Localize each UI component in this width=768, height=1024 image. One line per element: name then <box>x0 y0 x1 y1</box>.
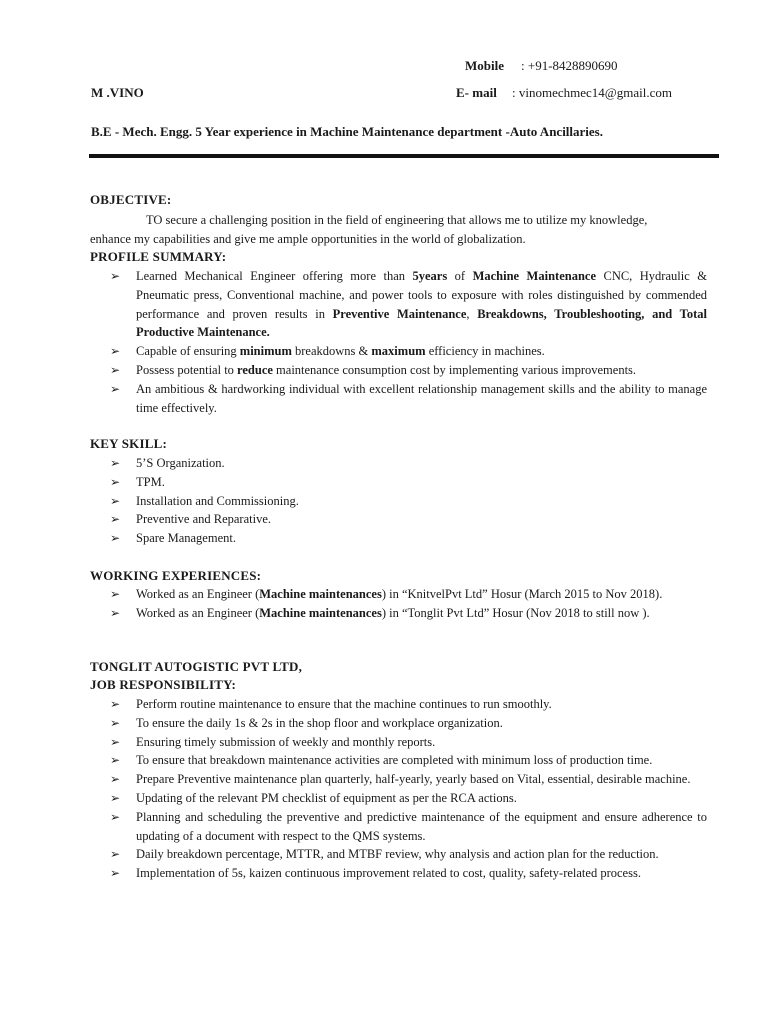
arrow-bullet-icon: ➢ <box>110 512 121 527</box>
arrow-bullet-icon: ➢ <box>110 493 121 508</box>
email-value: : vinomechmec14@gmail.com <box>512 85 672 100</box>
arrow-bullet-icon: ➢ <box>110 362 121 377</box>
text-run: Daily breakdown percentage, MTTR, and MTBF review, why analysis and action plan for the reduction. <box>136 847 659 862</box>
list-item <box>90 733 707 752</box>
list-item <box>90 845 707 864</box>
candidate-name: M .VINO <box>91 85 144 100</box>
bold-run: minimum <box>239 344 292 359</box>
arrow-bullet-icon: ➢ <box>110 715 121 730</box>
text-run: Spare Management. <box>136 531 236 546</box>
job-responsibility-list <box>90 695 707 883</box>
profile-summary-heading: PROFILE SUMMARY: <box>90 249 227 264</box>
text-run: CNC, Hydraulic & Pneumatic press, Conventional machine, and power tools to exposure with roles distinguished by commended performance and proven results in <box>136 269 707 321</box>
bold-run: reduce <box>237 362 273 377</box>
arrow-bullet-icon: ➢ <box>110 344 121 359</box>
objective-line-1: TO secure a challenging position in the field of engineering that allows me to utilize my knowledge, <box>146 213 648 227</box>
list-item <box>90 529 707 548</box>
list-item <box>90 714 707 733</box>
text-run: Worked as an Engineer ( <box>136 587 260 601</box>
arrow-bullet-icon: ➢ <box>110 456 121 470</box>
bold-run: Machine Maintenance <box>472 269 596 283</box>
arrow-bullet-icon: ➢ <box>110 809 121 824</box>
text-run: TPM. <box>136 474 165 489</box>
arrow-bullet-icon: ➢ <box>110 587 121 601</box>
mobile-value: : +91-8428890690 <box>521 58 618 73</box>
list-item <box>90 361 707 380</box>
text-run: 5’S Organization. <box>136 456 225 470</box>
arrow-bullet-icon: ➢ <box>110 753 121 768</box>
list-item <box>90 585 707 604</box>
objective-line-2: enhance my capabilities and give me ample opportunities in the world of globalization. <box>90 231 526 246</box>
text-run: An ambitious & hardworking individual with excellent relationship management skills and the ability to manage time effectively. <box>136 381 707 415</box>
working-experiences-list <box>90 585 707 623</box>
arrow-bullet-icon: ➢ <box>110 866 121 881</box>
objective-text <box>90 211 707 249</box>
text-run: Updating of the relevant PM checklist of equipment as per the RCA actions. <box>136 790 517 805</box>
bold-run: Machine maintenances <box>259 587 382 601</box>
text-run: Prepare Preventive maintenance plan quarterly, half-yearly, yearly based on Vital, essential, desirable machine. <box>136 772 691 787</box>
list-item <box>90 492 707 511</box>
list-item <box>90 695 707 714</box>
list-item <box>90 864 707 883</box>
text-run: breakdowns & <box>291 344 372 359</box>
bold-run: 5years <box>412 269 448 283</box>
text-run: Capable of ensuring <box>136 344 240 359</box>
text-run: efficiency in machines. <box>425 344 545 359</box>
email-label: E- mail <box>456 85 497 100</box>
list-item <box>90 751 707 770</box>
arrow-bullet-icon: ➢ <box>110 847 121 862</box>
arrow-bullet-icon: ➢ <box>110 697 121 711</box>
arrow-bullet-icon: ➢ <box>110 474 121 489</box>
list-item <box>90 789 707 808</box>
list-item <box>90 342 707 361</box>
key-skill-heading: KEY SKILL: <box>90 436 168 451</box>
text-run: maintenance consumption cost by implementing various improvements. <box>272 362 637 377</box>
objective-heading: OBJECTIVE: <box>90 192 172 207</box>
tagline: B.E - Mech. Engg. 5 Year experience in Machine Maintenance department -Auto Ancillaries. <box>91 124 603 139</box>
text-run: To ensure the daily 1s & 2s in the shop floor and workplace organization. <box>136 715 503 730</box>
key-skill-list <box>90 454 707 548</box>
bold-run: maximum <box>371 344 426 359</box>
list-item <box>90 473 707 492</box>
text-run: Worked as an Engineer ( <box>136 605 260 620</box>
arrow-bullet-icon: ➢ <box>110 531 121 546</box>
list-item <box>90 380 707 418</box>
text-run: To ensure that breakdown maintenance activities are completed with minimum loss of production time. <box>136 753 653 768</box>
profile-summary-list <box>90 267 707 417</box>
header-divider <box>89 154 719 158</box>
working-experiences-heading: WORKING EXPERIENCES: <box>90 568 262 583</box>
text-run: Planning and scheduling the preventive and predictive maintenance of the equipment and ensure adherence to updating of a document with respect to the QMS systems. <box>136 809 707 843</box>
list-item <box>90 267 707 342</box>
bold-run: Breakdowns, Troubleshooting, and Total Productive Maintenance. <box>136 306 707 340</box>
text-run: Ensuring timely submission of weekly and monthly reports. <box>136 734 436 749</box>
arrow-bullet-icon: ➢ <box>110 790 121 805</box>
bold-run: Machine maintenances <box>259 605 382 620</box>
arrow-bullet-icon: ➢ <box>110 605 121 620</box>
text-run: of <box>447 269 473 283</box>
list-item <box>90 808 707 846</box>
list-item <box>90 510 707 529</box>
text-run: Preventive and Reparative. <box>136 512 272 527</box>
arrow-bullet-icon: ➢ <box>110 381 121 396</box>
text-run: Implementation of 5s, kaizen continuous improvement related to cost, quality, safety-related process. <box>136 866 641 881</box>
list-item <box>90 454 707 473</box>
text-run: Possess potential to <box>136 362 238 377</box>
text-run: Learned Mechanical Engineer offering more than <box>136 269 413 283</box>
text-run: , <box>466 306 478 321</box>
text-run: Perform routine maintenance to ensure that the machine continues to run smoothly. <box>136 697 552 711</box>
mobile-label: Mobile <box>465 58 504 73</box>
company-heading: TONGLIT AUTOGISTIC PVT LTD, <box>90 659 303 674</box>
arrow-bullet-icon: ➢ <box>110 772 121 787</box>
text-run: ) in “KnitvelPvt Ltd” Hosur (March 2015 to Nov 2018). <box>381 587 663 601</box>
text-run: ) in “Tonglit Pvt Ltd” Hosur (Nov 2018 to still now ). <box>381 605 650 620</box>
arrow-bullet-icon: ➢ <box>110 734 121 749</box>
job-responsibility-heading: JOB RESPONSIBILITY: <box>90 677 237 692</box>
arrow-bullet-icon: ➢ <box>110 269 121 283</box>
list-item <box>90 770 707 789</box>
text-run: Installation and Commissioning. <box>136 493 299 508</box>
list-item <box>90 604 707 623</box>
bold-run: Preventive Maintenance <box>332 306 467 321</box>
